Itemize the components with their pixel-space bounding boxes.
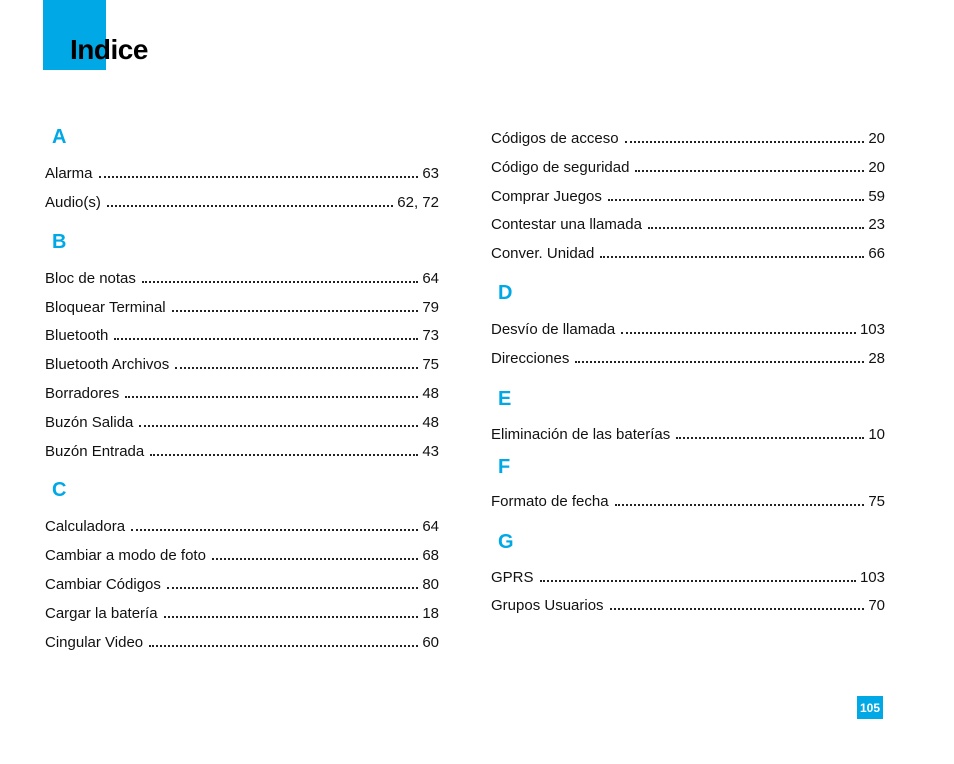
entry-page: 80 — [422, 576, 439, 593]
index-entry[interactable] — [491, 185, 885, 206]
entry-name: Cargar la batería — [45, 605, 158, 622]
entry-name: Calculadora — [45, 518, 126, 535]
leader-dots — [625, 127, 865, 143]
index-entry[interactable] — [491, 242, 885, 263]
entry-name: Bluetooth — [45, 327, 109, 344]
entry-name: Desvío de llamada — [491, 321, 616, 338]
entry-page: 28 — [868, 350, 885, 367]
entry-page: 103 — [859, 321, 885, 338]
section-letter-c: C — [52, 479, 67, 501]
entry-name: Audio(s) — [45, 194, 101, 211]
index-entry[interactable] — [45, 267, 439, 288]
index-entry[interactable] — [491, 318, 885, 339]
index-entry[interactable] — [491, 213, 885, 234]
index-entry[interactable] — [491, 594, 885, 615]
index-entry[interactable] — [45, 573, 439, 594]
entry-page: 59 — [868, 188, 885, 205]
entry-name: Formato de fecha — [491, 493, 609, 510]
index-entry[interactable] — [491, 127, 885, 148]
index-entry[interactable] — [45, 324, 439, 345]
leader-dots — [142, 267, 418, 283]
entry-page: 20 — [868, 130, 885, 147]
section-letter-e: E — [498, 388, 512, 410]
leader-dots — [635, 156, 864, 172]
entry-name: Bluetooth Archivos — [45, 356, 170, 373]
index-entry[interactable] — [491, 156, 885, 177]
entry-page: 79 — [422, 299, 439, 316]
entry-page: 66 — [868, 245, 885, 262]
leader-dots — [114, 324, 418, 340]
entry-page: 20 — [868, 159, 885, 176]
leader-dots — [131, 515, 418, 531]
index-entry[interactable] — [45, 544, 439, 565]
entry-page: 43 — [422, 443, 439, 460]
entry-page: 64 — [422, 518, 439, 535]
entry-page: 48 — [422, 414, 439, 431]
leader-dots — [608, 185, 864, 201]
index-entry[interactable] — [45, 296, 439, 317]
entry-name: Bloc de notas — [45, 270, 136, 287]
entry-name: Buzón Entrada — [45, 443, 145, 460]
leader-dots — [648, 213, 864, 229]
index-entry[interactable] — [491, 423, 885, 444]
leader-dots — [615, 490, 865, 506]
entry-name: Cambiar Códigos — [45, 576, 161, 593]
entry-name: Grupos Usuarios — [491, 597, 604, 614]
leader-dots — [621, 318, 856, 334]
entry-page: 10 — [868, 426, 885, 443]
index-entry[interactable] — [491, 347, 885, 368]
leader-dots — [167, 573, 418, 589]
index-entry[interactable] — [491, 490, 885, 511]
leader-dots — [150, 440, 418, 456]
section-letter-g: G — [498, 531, 514, 553]
entry-page: 63 — [422, 165, 439, 182]
leader-dots — [125, 382, 418, 398]
leader-dots — [540, 566, 856, 582]
leader-dots — [172, 296, 419, 312]
entry-name: Código de seguridad — [491, 159, 630, 176]
leader-dots — [175, 353, 418, 369]
entry-page: 60 — [422, 634, 439, 651]
entry-name: Comprar Juegos — [491, 188, 602, 205]
index-entry[interactable] — [491, 566, 885, 587]
entry-page: 75 — [868, 493, 885, 510]
section-letter-d: D — [498, 282, 513, 304]
index-entry[interactable] — [45, 440, 439, 461]
entry-name: Cingular Video — [45, 634, 144, 651]
leader-dots — [99, 162, 419, 178]
leader-dots — [107, 191, 393, 207]
entry-name: Conver. Unidad — [491, 245, 595, 262]
index-entry[interactable] — [45, 382, 439, 403]
entry-page: 62, 72 — [397, 194, 439, 211]
index-entry[interactable] — [45, 515, 439, 536]
entry-name: Eliminación de las baterías — [491, 426, 671, 443]
entry-page: 18 — [422, 605, 439, 622]
leader-dots — [575, 347, 864, 363]
index-entry[interactable] — [45, 631, 439, 652]
leader-dots — [139, 411, 418, 427]
leader-dots — [149, 631, 418, 647]
entry-page: 48 — [422, 385, 439, 402]
entry-name: GPRS — [491, 569, 534, 586]
section-letter-a: A — [52, 126, 67, 148]
index-entry[interactable] — [45, 602, 439, 623]
index-entry[interactable] — [45, 162, 439, 183]
entry-name: Cambiar a modo de foto — [45, 547, 206, 564]
entry-name: Bloquear Terminal — [45, 299, 166, 316]
leader-dots — [600, 242, 864, 258]
page-title: Indice — [70, 34, 148, 65]
entry-name: Borradores — [45, 385, 120, 402]
entry-name: Códigos de acceso — [491, 130, 619, 147]
index-entry[interactable] — [45, 411, 439, 432]
index-entry[interactable] — [45, 191, 439, 212]
entry-name: Contestar una llamada — [491, 216, 642, 233]
entry-page: 103 — [859, 569, 885, 586]
section-letter-b: B — [52, 231, 67, 253]
leader-dots — [212, 544, 418, 560]
section-letter-f: F — [498, 456, 511, 478]
entry-name: Buzón Salida — [45, 414, 134, 431]
entry-name: Direcciones — [491, 350, 570, 367]
entry-page: 64 — [422, 270, 439, 287]
index-entry[interactable] — [45, 353, 439, 374]
entry-page: 23 — [868, 216, 885, 233]
entry-page: 68 — [422, 547, 439, 564]
entry-page: 70 — [868, 597, 885, 614]
entry-page: 73 — [422, 327, 439, 344]
page-number-badge: 105 — [857, 696, 883, 719]
leader-dots — [676, 423, 864, 439]
leader-dots — [610, 594, 865, 610]
entry-name: Alarma — [45, 165, 93, 182]
leader-dots — [164, 602, 419, 618]
entry-page: 75 — [422, 356, 439, 373]
